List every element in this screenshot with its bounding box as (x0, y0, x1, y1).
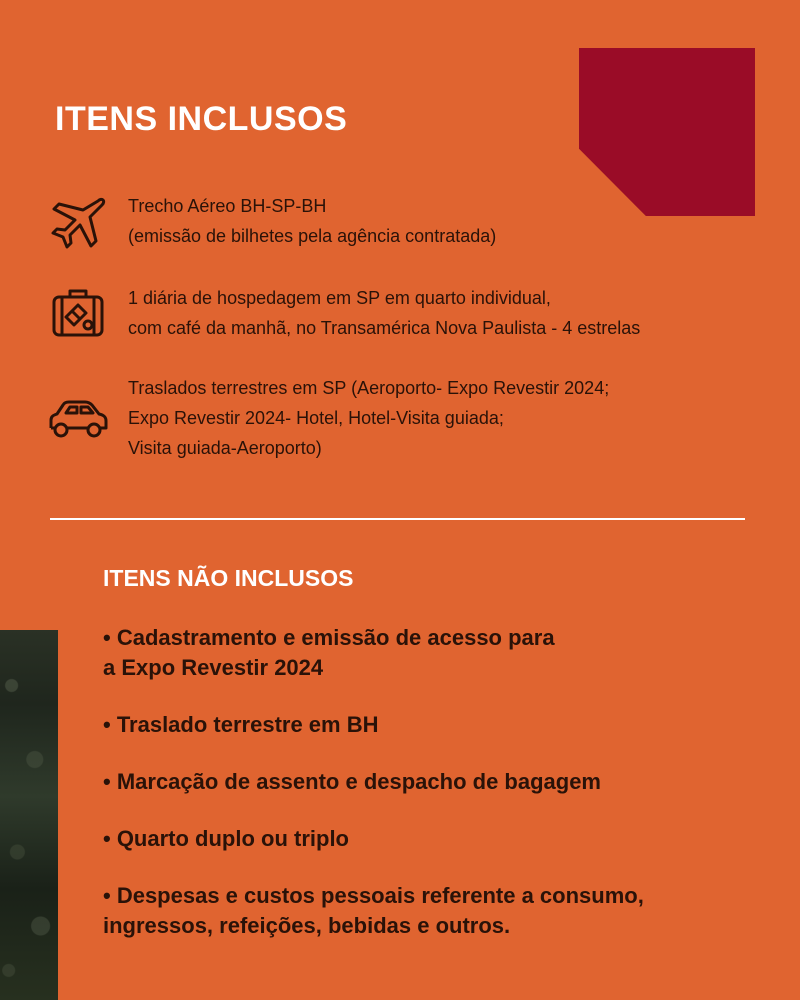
included-item-flight (45, 188, 496, 254)
included-item-text (128, 283, 640, 343)
item-line: • Cadastramento e emissão de acesso para (103, 625, 555, 650)
not-included-item (103, 767, 783, 797)
not-included-item (103, 824, 783, 854)
not-included-item (103, 710, 783, 740)
section-divider (50, 518, 745, 520)
item-line: • Marcação de assento e despacho de bagagem (103, 769, 601, 794)
item-line: com café da manhã, no Transamérica Nova Paulista - 4 estrelas (128, 318, 641, 338)
item-line: (emissão de bilhetes pela agência contratada) (128, 226, 497, 246)
not-included-items-title: ITENS NÃO INCLUSOS (103, 565, 354, 591)
item-line: a Expo Revestir 2024 (103, 655, 324, 680)
item-line: 1 diária de hospedagem em SP em quarto individual, (128, 288, 551, 308)
item-line: Traslados terrestres em SP (Aeroporto- Expo Revestir 2024; (128, 378, 610, 398)
suitcase-icon (45, 280, 111, 346)
airplane-icon (45, 188, 111, 254)
background-photo-strip (0, 630, 58, 1000)
included-item-text (128, 191, 496, 251)
item-line: Expo Revestir 2024- Hotel, Hotel-Visita guiada; (128, 408, 504, 428)
not-included-item (103, 881, 783, 941)
item-line: Trecho Aéreo BH-SP-BH (128, 196, 327, 216)
item-line: • Despesas e custos pessoais referente a consumo, (103, 883, 644, 908)
included-items-title: ITENS INCLUSOS (55, 100, 348, 138)
car-icon (45, 385, 111, 451)
not-included-item (103, 623, 783, 683)
decorative-corner-shape (579, 48, 755, 216)
item-line: • Quarto duplo ou triplo (103, 826, 349, 851)
included-item-transfer (45, 373, 609, 463)
included-item-text (128, 373, 609, 463)
item-line: Visita guiada-Aeroporto) (128, 438, 322, 458)
included-item-hotel (45, 280, 640, 346)
item-line: ingressos, refeições, bebidas e outros. (103, 913, 511, 938)
item-line: • Traslado terrestre em BH (103, 712, 379, 737)
not-included-list (103, 623, 783, 968)
